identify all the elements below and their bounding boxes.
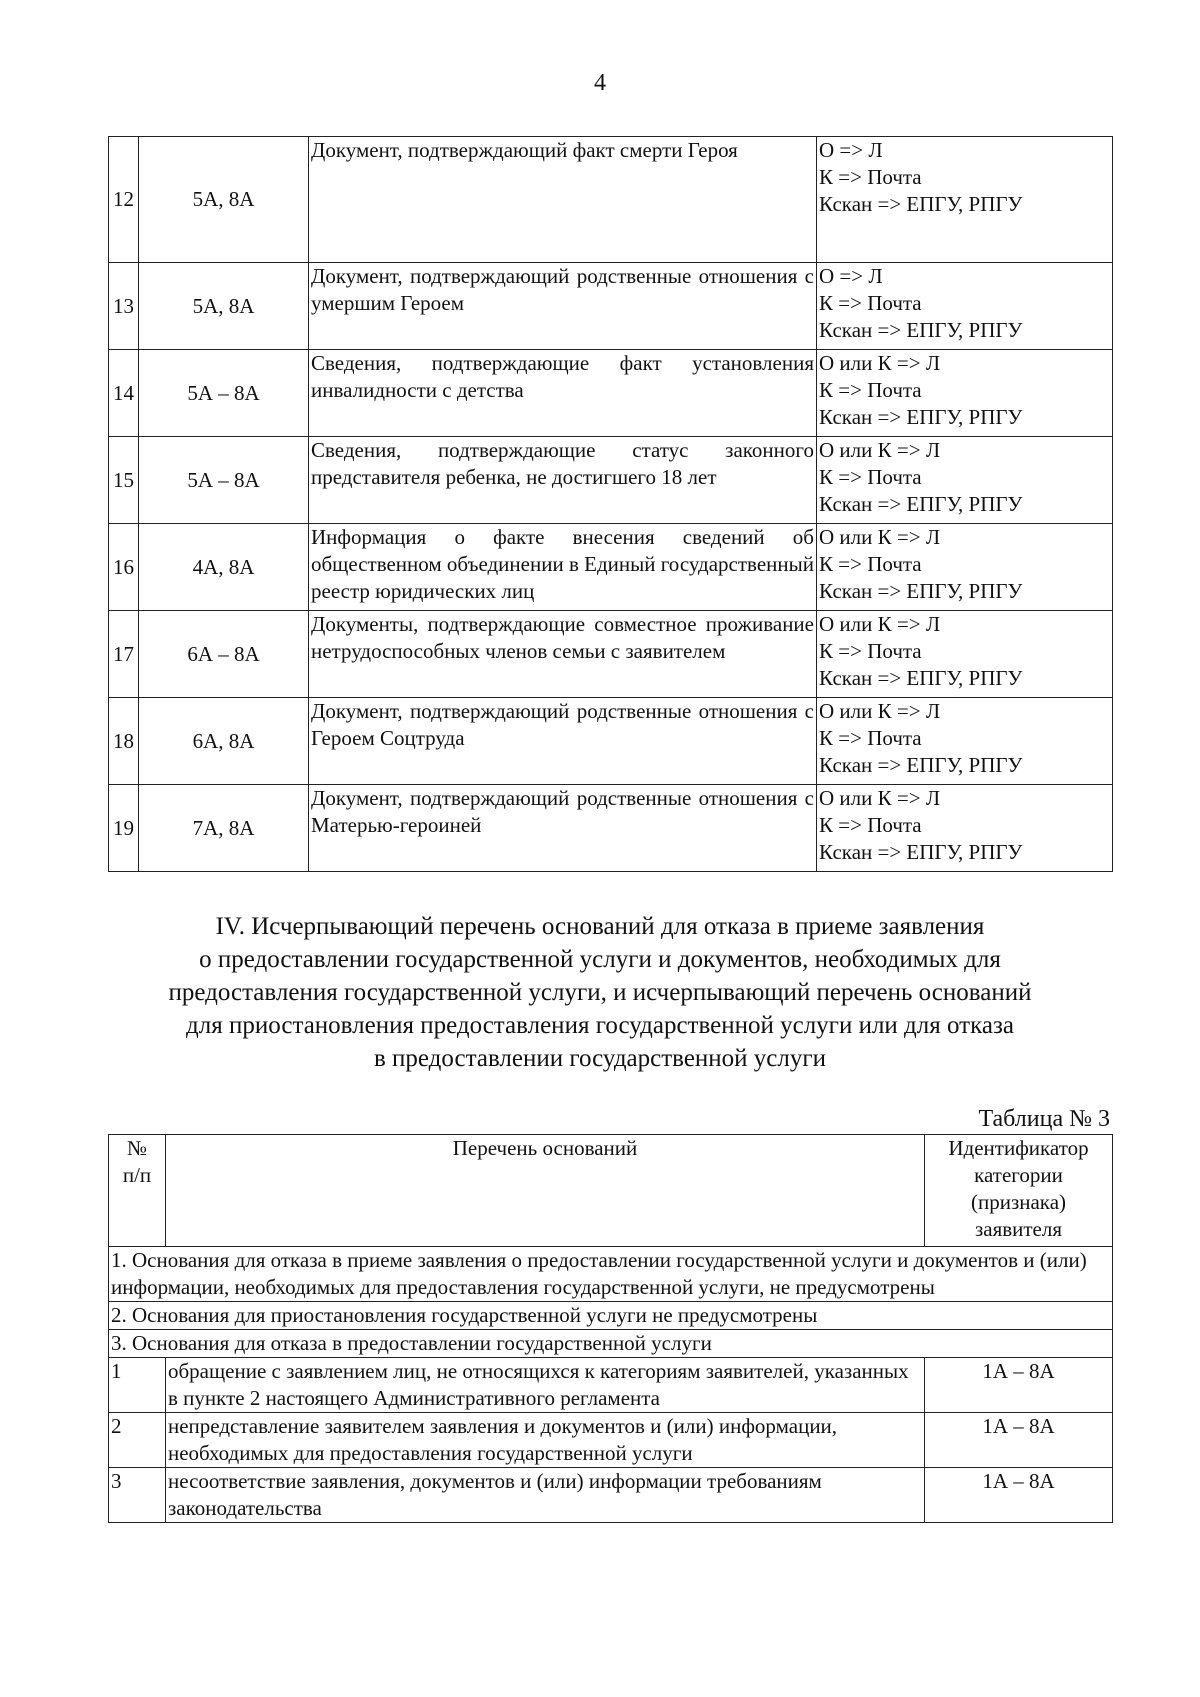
category-ids: 5А, 8А <box>139 263 309 350</box>
row-number: 19 <box>109 785 139 872</box>
category-ids: 5А – 8А <box>139 437 309 524</box>
section-row: 1. Основания для отказа в приеме заявления о предоставлении государственной услуги и документов и (или) информации, необходимых для предоставления государственной услуги, не предусмотрены <box>109 1247 1113 1302</box>
column-header-grounds: Перечень оснований <box>166 1135 925 1247</box>
row-number: 13 <box>109 263 139 350</box>
route-line: О => Л <box>819 264 883 288</box>
row-number: 14 <box>109 350 139 437</box>
route-line: Кскан => ЕПГУ, РПГУ <box>819 579 1023 603</box>
row-number: 15 <box>109 437 139 524</box>
route-line: Кскан => ЕПГУ, РПГУ <box>819 666 1023 690</box>
section-heading <box>60 910 1140 1075</box>
submission-methods <box>817 611 1113 698</box>
row-number: 17 <box>109 611 139 698</box>
category-ids: 6А, 8А <box>139 698 309 785</box>
table-label: Таблица № 3 <box>978 1106 1110 1132</box>
submission-methods <box>817 137 1113 263</box>
category-ids: 1А – 8А <box>925 1413 1113 1468</box>
route-line: О или К => Л <box>819 612 941 636</box>
heading-line: предоставления государственной услуги, и исчерпывающий перечень оснований <box>168 979 1032 1006</box>
category-ids: 7А, 8А <box>139 785 309 872</box>
header-line: Идентификатор <box>948 1136 1089 1160</box>
table-header-row <box>109 1135 1113 1247</box>
document-description: Документ, подтверждающий родственные отношения с Героем Соцтруда <box>309 698 817 785</box>
page-number: 4 <box>594 70 606 96</box>
column-header-number <box>109 1135 166 1247</box>
route-line: О или К => Л <box>819 438 941 462</box>
table-row <box>109 1413 1113 1468</box>
row-number: 18 <box>109 698 139 785</box>
submission-methods <box>817 785 1113 872</box>
header-line: заявителя <box>974 1217 1063 1241</box>
route-line: К => Почта <box>819 378 922 402</box>
heading-line: для приостановления предоставления государственной услуги или для отказа <box>186 1012 1014 1039</box>
category-ids: 5А – 8А <box>139 350 309 437</box>
column-header-identifier <box>925 1135 1113 1247</box>
submission-methods <box>817 263 1113 350</box>
heading-line: о предоставлении государственной услуги и документов, необходимых для <box>199 946 1001 973</box>
table-row <box>109 137 1113 263</box>
ground-text: обращение с заявлением лиц, не относящихся к категориям заявителей, указанных в пункте 2 настоящего Административного регламента <box>166 1358 925 1413</box>
table-row <box>109 698 1113 785</box>
category-ids: 1А – 8А <box>925 1358 1113 1413</box>
route-line: Кскан => ЕПГУ, РПГУ <box>819 492 1023 516</box>
table-row <box>109 437 1113 524</box>
document-description: Документы, подтверждающие совместное проживание нетрудоспособных членов семьи с заявителем <box>309 611 817 698</box>
category-ids: 6А – 8А <box>139 611 309 698</box>
ground-text: несоответствие заявления, документов и (или) информации требованиям законодательства <box>166 1468 925 1523</box>
document-description: Информация о факте внесения сведений об общественном объединении в Единый государственный реестр юридических лиц <box>309 524 817 611</box>
category-ids: 1А – 8А <box>925 1468 1113 1523</box>
route-line: Кскан => ЕПГУ, РПГУ <box>819 405 1023 429</box>
documents-table <box>108 136 1113 872</box>
row-number: 1 <box>109 1358 166 1413</box>
route-line: О или К => Л <box>819 351 941 375</box>
submission-methods <box>817 437 1113 524</box>
table-row <box>109 1247 1113 1302</box>
row-number: 2 <box>109 1413 166 1468</box>
route-line: К => Почта <box>819 552 922 576</box>
route-line: О или К => Л <box>819 786 941 810</box>
submission-methods <box>817 698 1113 785</box>
row-number: 3 <box>109 1468 166 1523</box>
route-line: Кскан => ЕПГУ, РПГУ <box>819 753 1023 777</box>
header-line: категории <box>974 1163 1063 1187</box>
document-description: Сведения, подтверждающие статус законного представителя ребенка, не достигшего 18 лет <box>309 437 817 524</box>
table-row <box>109 785 1113 872</box>
category-ids: 4А, 8А <box>139 524 309 611</box>
header-line: (признака) <box>970 1190 1067 1214</box>
header-line: п/п <box>122 1163 152 1187</box>
document-description: Документ, подтверждающий родственные отношения с Матерью-героиней <box>309 785 817 872</box>
route-line: К => Почта <box>819 465 922 489</box>
route-line: О => Л <box>819 138 883 162</box>
document-description: Сведения, подтверждающие факт установления инвалидности с детства <box>309 350 817 437</box>
document-description: Документ, подтверждающий родственные отношения с умершим Героем <box>309 263 817 350</box>
category-ids: 5А, 8А <box>139 137 309 263</box>
route-line: К => Почта <box>819 291 922 315</box>
table-row <box>109 263 1113 350</box>
route-line: О или К => Л <box>819 699 941 723</box>
table-row <box>109 350 1113 437</box>
section-row: 3. Основания для отказа в предоставлении государственной услуги <box>109 1330 1113 1358</box>
route-line: О или К => Л <box>819 525 941 549</box>
route-line: К => Почта <box>819 165 922 189</box>
header-line: № <box>126 1136 148 1160</box>
route-line: К => Почта <box>819 813 922 837</box>
table-row <box>109 1302 1113 1330</box>
route-line: Кскан => ЕПГУ, РПГУ <box>819 318 1023 342</box>
heading-line: в предоставлении государственной услуги <box>373 1045 827 1072</box>
table-row <box>109 1330 1113 1358</box>
row-number: 16 <box>109 524 139 611</box>
route-line: Кскан => ЕПГУ, РПГУ <box>819 192 1023 216</box>
table-row <box>109 611 1113 698</box>
heading-line: IV. Исчерпывающий перечень оснований для отказа в приеме заявления <box>215 913 985 940</box>
route-line: К => Почта <box>819 639 922 663</box>
route-line: Кскан => ЕПГУ, РПГУ <box>819 840 1023 864</box>
table-row <box>109 1358 1113 1413</box>
ground-text: непредставление заявителем заявления и документов и (или) информации, необходимых для предоставления государственной услуги <box>166 1413 925 1468</box>
section-row: 2. Основания для приостановления государственной услуги не предусмотрены <box>109 1302 1113 1330</box>
table-row <box>109 1468 1113 1523</box>
document-description: Документ, подтверждающий факт смерти Героя <box>309 137 817 263</box>
route-line: К => Почта <box>819 726 922 750</box>
table-row <box>109 524 1113 611</box>
submission-methods <box>817 350 1113 437</box>
grounds-table <box>108 1134 1113 1523</box>
submission-methods <box>817 524 1113 611</box>
row-number: 12 <box>109 137 139 263</box>
